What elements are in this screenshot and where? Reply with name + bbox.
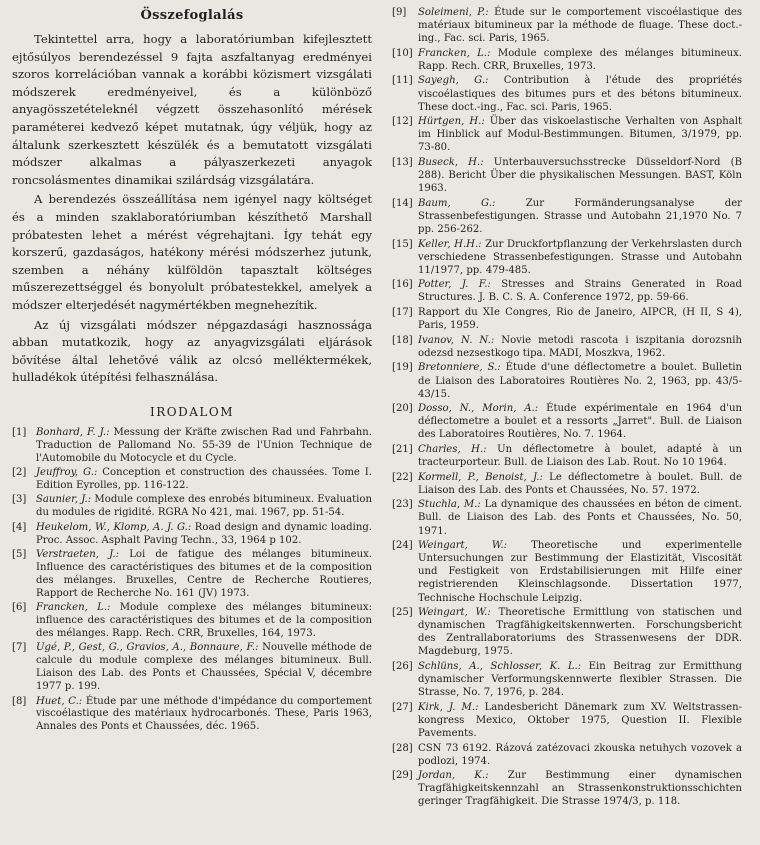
reference-item <box>392 471 742 497</box>
reference-number: [4] <box>12 521 27 533</box>
reference-author: Weingart, W.: <box>418 540 508 552</box>
reference-item <box>392 47 742 73</box>
reference-body <box>418 361 742 400</box>
reference-text: Über das viskoelastische Verhalten von Asphalt im Hinblick auf Modul-Bestimmungen. Bitumen, 3/1979, pp. 73-80. <box>418 116 743 154</box>
reference-number: [6] <box>12 602 27 614</box>
reference-body <box>418 306 742 332</box>
reference-number: [10] <box>392 47 413 59</box>
reference-body <box>418 74 742 113</box>
reference-item <box>392 6 742 45</box>
reference-item <box>392 402 742 441</box>
reference-item <box>392 443 742 469</box>
reference-author: Charles, H.: <box>418 444 487 455</box>
reference-text: Étude par une méthode d'impédance du comportement viscoélastique des matériaux hydrocarbonés. These, Paris 1963, Annales des Ponts et Chaussées, déc. 1965. <box>36 695 372 733</box>
reference-number: [5] <box>12 549 27 561</box>
reference-body <box>418 197 742 236</box>
reference-body <box>36 696 372 735</box>
reference-author: Huet, C.: <box>36 695 83 707</box>
reference-item <box>392 238 742 277</box>
reference-body <box>418 606 742 658</box>
reference-item <box>392 606 742 658</box>
reference-item <box>392 197 742 236</box>
reference-author: Weingart, W.: <box>418 607 491 619</box>
reference-author: Hürtgen, H.: <box>418 116 485 128</box>
reference-list-left <box>12 427 372 734</box>
reference-number: [11] <box>392 75 413 87</box>
reference-item <box>392 306 742 332</box>
reference-body <box>418 660 742 699</box>
reference-author: Bretonniere, S.: <box>418 362 501 374</box>
reference-author: Stuchla, M.: <box>418 499 481 511</box>
reference-body <box>418 701 742 740</box>
reference-body <box>36 602 372 641</box>
reference-text: Stresses and Strains Generated in Road Structures. J. B. C. S. A. Conference 1972, pp. 59-66. <box>418 279 742 304</box>
reference-item <box>392 498 742 537</box>
reference-body <box>418 443 742 469</box>
reference-author: Verstraeten, J.: <box>36 549 120 561</box>
reference-author: Kormell, P., Benoist, J.: <box>418 471 543 483</box>
reference-text: Module complexe des enrobés bitumineux. Evaluation du modules de rigidité. RGRA No 421, mai. 1967, pp. 51-54. <box>36 494 372 519</box>
reference-number: [16] <box>392 279 413 291</box>
reference-item <box>12 549 372 601</box>
reference-number: [14] <box>392 197 413 209</box>
reference-text: Novie metodi rascota i iszpitania dorozsnih odezsd nezsestkogo tipa. MADI, Moszkva, 1962. <box>418 334 743 359</box>
reference-text: La dynamique des chaussées en béton de ciment. Bull. de Liaison des Lab. des Ponts et Chaussées, No. 50, 1971. <box>418 499 742 537</box>
reference-text: Zur Druckfortpflanzung der Verkehrslasten durch verschiedene Strassenbefestigungen. Strasse und Autobahn 11/1977, pp. 479-485. <box>418 238 742 276</box>
reference-text: Rapport du XIe Congres, Rio de Janeiro, AIPCR, (H II, S 4), Paris, 1959. <box>418 307 742 332</box>
reference-item <box>392 334 742 360</box>
reference-body <box>418 115 742 154</box>
references-title: IRODALOM <box>150 404 234 419</box>
reference-number: [23] <box>392 499 413 511</box>
reference-text: Messung der Kräfte zwischen Rad und Fahrbahn. Traduction de Pallomand No. 55-39 de l'Union Technique de l'Automobile du Motocycle et du Cycle. <box>36 426 372 464</box>
reference-number: [24] <box>392 540 413 552</box>
reference-text: Landesbericht Dänemark zum XV. Weltstrassen-kongress Mexico, Oktober 1975, Question II. Flexible Pavements. <box>418 701 742 739</box>
reference-number: [20] <box>392 403 413 415</box>
reference-text: Theoretische und experimentelle Untersuchungen zur Bestimmung der Elastizität, Viscosität und Festigkeit von Erdstabilisierungen mit Hilfe einer registrierenden Kleinschlagsonde. Dissertation 1977, Technische Hochschule Leipzig. <box>418 540 742 604</box>
reference-number: [8] <box>12 695 27 707</box>
reference-item <box>392 539 742 604</box>
reference-author: Ugé, P., Gest, G., Gravios, A., Bonnaure, F.: <box>36 642 259 654</box>
reference-number: [29] <box>392 770 413 782</box>
reference-body <box>418 156 742 195</box>
reference-author: Buseck, H.: <box>418 157 484 169</box>
reference-number: [3] <box>12 494 27 506</box>
reference-author: Jordan, K.: <box>418 770 489 782</box>
summary-title: Összefoglalás <box>140 8 244 23</box>
reference-body <box>418 238 742 277</box>
reference-number: [9] <box>392 7 407 18</box>
reference-number: [13] <box>392 157 413 169</box>
reference-number: [15] <box>392 238 413 250</box>
reference-text: Ein Beitrag zur Ermitthung dynamischer Verformungskennwerte flexibler Strassen. Die Strasse, No. 7, 1976, p. 284. <box>418 661 742 699</box>
reference-number: [28] <box>392 742 413 754</box>
reference-author: Soleimeni, P.: <box>418 7 489 18</box>
reference-body <box>418 402 742 441</box>
reference-text: Nouvelle méthode de calcule du module complexe des mélanges bitumineux. Bull. Liaison des Lab. des Ponts et Chaussées, Spécial V, décembre 1977 p. 199. <box>36 642 372 693</box>
reference-number: [26] <box>392 661 413 672</box>
reference-body <box>418 498 742 537</box>
summary-paragraph-3: Az új vizsgálati módszer népgazdasági hasznossága abban mutatkozik, hogy az anyagvizsgálati eljárások bővítése által lehetővé válik az olcsó melléktermékek, hulladékok útépítési felhasználása. <box>12 317 372 385</box>
reference-number: [25] <box>392 607 413 619</box>
reference-body <box>36 467 372 493</box>
reference-text: Contribution à l'étude des propriétés viscoélastiques des bitumes purs et des bétons bitumineux. These doct.-ing., Fac. sci. Paris, 1965. <box>418 75 743 113</box>
reference-number: [22] <box>392 471 413 483</box>
reference-author: Jeuffroy, G.: <box>36 467 98 479</box>
left-column <box>12 6 372 845</box>
reference-author: Dosso, N., Morin, A.: <box>418 403 539 415</box>
reference-author: Schlüns, A., Schlosser, K. L.: <box>418 661 582 672</box>
reference-item <box>392 701 742 740</box>
reference-text: Zur Bestimmung einer dynamischen Tragfähigkeitskennzahl an Strassenkonstruktionsschichten geringer Tragfähigkeit. Die Strasse 1974/3, p. 118. <box>418 770 743 808</box>
reference-text: Étude d'une déflectometre a boulet. Bulletin de Liaison des Laboratoires Routières No. 2, 1963, pp. 43/5-43/15. <box>418 362 742 400</box>
reference-item <box>392 74 742 113</box>
reference-text: Road design and dynamic loading. Proc. Assoc. Asphalt Paving Techn., 33, 1964 p 102. <box>36 521 373 546</box>
reference-text: Étude expérimentale en 1964 d'un déflectometre a boulet et a ressorts „Jarret". Bull. de Liaison des Laboratoires Routières, No. 7. 1964. <box>418 403 742 441</box>
reference-body <box>418 539 742 604</box>
reference-text: Module complexe des mélanges bitumineux. Rapp. Rech. CRR, Bruxelles, 1973. <box>418 47 742 72</box>
reference-item <box>392 769 742 808</box>
reference-author: Keller, H.H.: <box>418 238 482 250</box>
reference-item <box>12 467 372 493</box>
reference-text: Theoretische Ermittlung von statischen und dynamischen Tragfähigkeitskennwerten. Forschungsbericht des Zentrallaboratoriums des Strassenwesens der DDR. Magdeburg, 1975. <box>418 607 742 658</box>
reference-text: Unterbauversuchsstrecke Düsseldorf-Nord (B 288). Bericht Über die physikalischen Messungen. BAST, Köln 1963. <box>418 157 742 195</box>
reference-text: Loi de fatigue des mélanges bitumineux. Influence des caractéristiques des bitumes et de la composition des mélanges. Bruxelles, Centre de Recherche Routieres, Rapport de Recherche No. 161 (JV) 1973. <box>36 549 372 599</box>
reference-text: Conception et construction des chaussées. Tome I. Edition Eyrolles, pp. 116-122. <box>36 467 372 491</box>
right-column <box>392 6 742 845</box>
reference-body <box>418 47 742 73</box>
reference-body <box>418 769 742 808</box>
reference-author: Baum, G.: <box>418 197 496 209</box>
reference-number: [7] <box>12 642 27 654</box>
reference-item <box>392 278 742 304</box>
reference-author: Saunier, J.: <box>36 494 92 506</box>
reference-author: Ivanov, N. N.: <box>418 334 495 346</box>
reference-body <box>36 642 372 694</box>
reference-item <box>12 427 372 466</box>
reference-text: Étude sur le comportement viscoélastique des matériaux bitumineux par la méthode de fluage. These doct.-ing., Fac. sci. Paris, 1965. <box>418 7 743 45</box>
reference-list-right <box>392 6 742 809</box>
reference-text: Le déflectometre à boulet. Bull. de Liaison des Lab. des Ponts et Chaussées, No. 57. 1972. <box>418 471 742 496</box>
reference-number: [18] <box>392 334 413 346</box>
reference-author: Potter, J. F.: <box>418 279 491 291</box>
reference-item <box>12 494 372 520</box>
reference-body <box>36 549 372 601</box>
reference-item <box>12 602 372 641</box>
reference-text: Zur Formänderungsanalyse der Strassenbefestigungen. Strasse und Autobahn 21,1970 No. 7 pp. 256-262. <box>418 197 742 235</box>
reference-item <box>392 660 742 699</box>
reference-author: Francken, L.: <box>418 47 491 59</box>
reference-number: [1] <box>12 426 27 438</box>
reference-author: Francken, L.: <box>36 602 111 614</box>
reference-body <box>418 6 742 45</box>
reference-author: Heukelom, W., Klomp, A. J. G.: <box>36 521 192 533</box>
summary-body <box>12 31 372 387</box>
reference-item <box>392 156 742 195</box>
reference-text: Un déflectometre à boulet, adapté à un tracteurporteur. Bull. de Liaison des Lab. Rout. No 10 1964. <box>418 444 742 469</box>
reference-text: Module complexe des mélanges bitumineux: influence des caractéristiques des bitumes et de la composition des mélanges. Rapp. Rech. CRR, Bruxelles, 164, 1973. <box>36 602 372 639</box>
reference-author: Bonhard, F. J.: <box>36 426 110 438</box>
reference-item <box>392 115 742 154</box>
reference-number: [12] <box>392 116 413 128</box>
reference-body <box>36 522 372 548</box>
reference-author: Kirk, J. M.: <box>418 701 479 713</box>
summary-paragraph-2: A berendezés összeállítása nem igényel nagy költséget és a minden szaklaboratóriumban készíthető Marshall próbatesten lehet a mérést végrehajtani. Így tehát egy korszerű, gazdaságos, hatékony mérési módszerhez jutunk, szemben a néhány külföldön tapasztalt költséges műszerezettséggel és bonyolult próbatestekkel, amelyek a módszer elterjedését nagymértékben megnehezítik. <box>12 192 372 312</box>
reference-number: [21] <box>392 444 413 455</box>
reference-text: CSN 73 6192. Rázová zatézovaci zkouska netuhych vozovek a podlozi, 1974. <box>418 742 742 767</box>
reference-body <box>418 742 742 768</box>
reference-body <box>36 494 372 520</box>
reference-number: [17] <box>392 307 413 319</box>
reference-body <box>418 334 742 360</box>
summary-paragraph-1: Tekintettel arra, hogy a laboratóriumban kifejlesztett ejtősúlyos berendezéssel 9 fajta aszfaltanyag eredményei szoros korrelációban vannak a korábbi közismert vizsgálati módszerek eredményeivel, és a különböző anyagösszetételeknél végzett összehasonlító mérések paraméterei kedvező képet mutatnak, úgy véljük, hogy az általunk szerkesztett készülék és a bemutatott vizsgálati módszer alkalmas a pályaszerkezeti anyagok roncsolásmentes dinamikai szilárdság vizsgálatára. <box>12 32 372 187</box>
reference-item <box>392 742 742 768</box>
reference-number: [2] <box>12 467 27 479</box>
reference-number: [19] <box>392 362 413 374</box>
reference-item <box>12 696 372 735</box>
reference-body <box>418 471 742 497</box>
reference-author: Sayegh, G.: <box>418 75 489 87</box>
reference-item <box>12 522 372 548</box>
reference-item <box>12 642 372 694</box>
reference-body <box>418 278 742 304</box>
reference-item <box>392 361 742 400</box>
reference-body <box>36 427 372 466</box>
reference-number: [27] <box>392 701 413 713</box>
